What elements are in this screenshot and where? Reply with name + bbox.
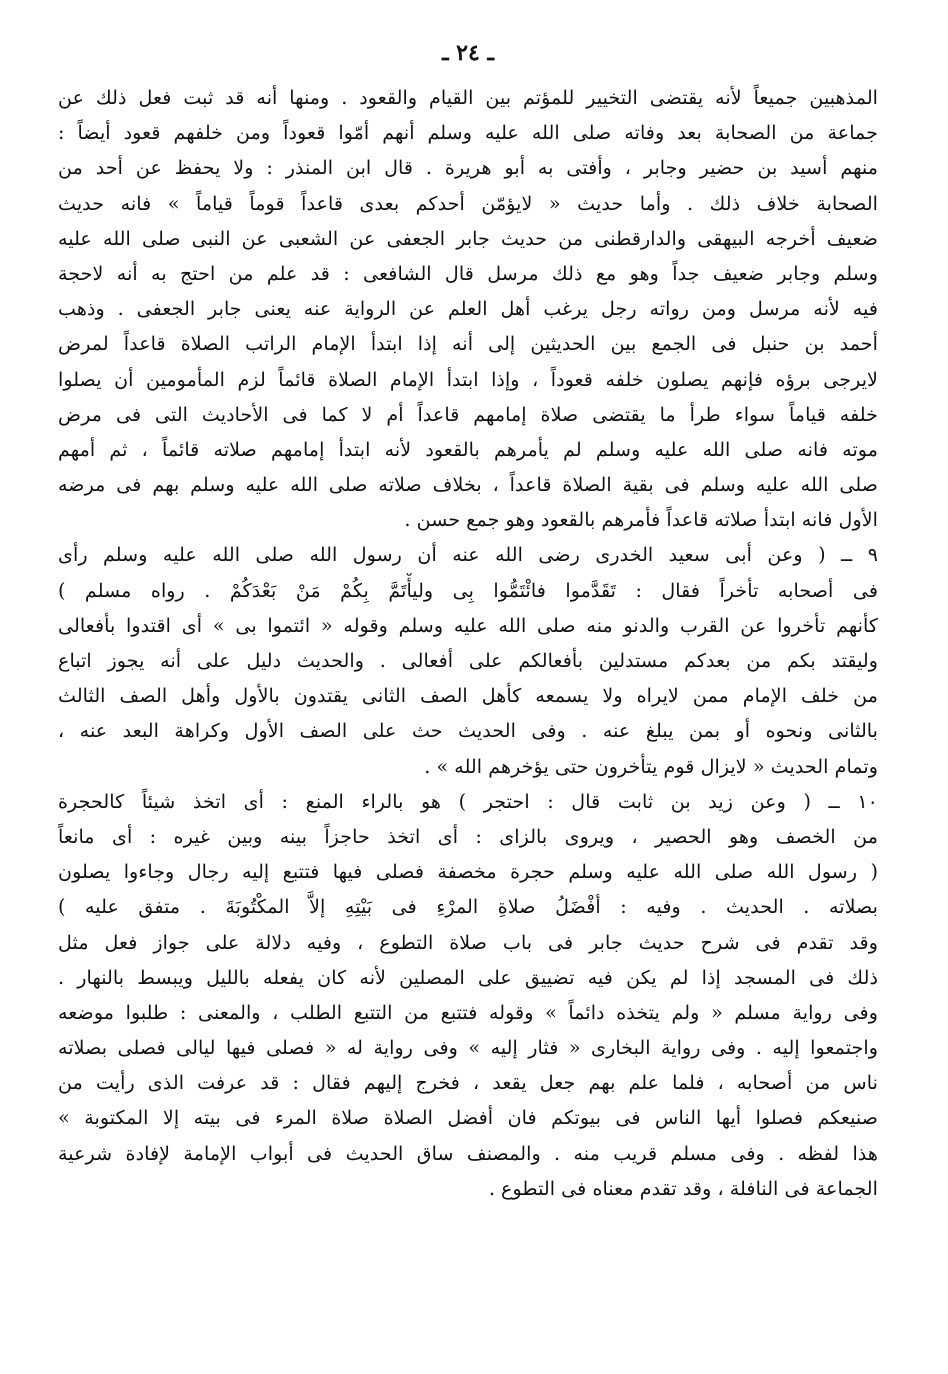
text-line: بالثانى ونحوه أو بمن يبلغ عنه . وفى الحديث حث على الصف الأول وكراهة البعد عنه ، <box>58 719 878 743</box>
text-body <box>58 80 878 1206</box>
text-line: من خلف الإمام ممن لايراه ولا يسمعه كأهل الصف الثانى يقتدون بالأول وأهل الصف الثالث <box>58 684 878 708</box>
text-line: وسلم وجابر ضعيف جداً وهو مع ذلك مرسل قال الشافعى : قد علم من احتج به أنه لاحجة <box>58 261 878 285</box>
text-line: ضعيف أخرجه البيهقى والدارقطنى من حديث جابر الجعفى عن الشعبى عن النبى صلى الله عليه <box>58 226 878 250</box>
text-line: ٩ ــ ( وعن أبى سعيد الخدرى رضى الله عنه أن رسول الله صلى الله عليه وسلم رأى <box>58 543 878 567</box>
text-line: ١٠ ــ ( وعن زيد بن ثابت قال : احتجر ) هو بالراء المنع : أى اتخذ شيئاً كالحجرة <box>58 789 878 813</box>
text-line: وتمام الحديث « لايزال قوم يتأخرون حتى يؤخرهم الله » . <box>424 754 878 778</box>
text-line: وقد تقدم فى شرح حديث جابر فى باب صلاة التطوع ، وفيه دلالة على جواز فعل مثل <box>58 930 878 954</box>
text-line: وفى رواية مسلم « ولم يتخذه دائماً » وقوله فتتبع من التتبع الطلب ، والمعنى : طلبوا موضعه <box>58 1000 878 1024</box>
text-line: الجماعة فى النافلة ، وقد تقدم معناه فى التطوع . <box>488 1176 878 1200</box>
text-line: ناس من أصحابه ، فلما علم بهم جعل يقعد ، فخرج إليهم فقال : قد عرفت الذى رأيت من <box>58 1071 878 1095</box>
text-line: خلفه قياماً سواء طرأ ما يقتضى صلاة إمامهم قاعداً أم لا كما فى الأحاديث التى فى مرض <box>58 402 878 426</box>
text-line: المذهبين جميعاً لأنه يقتضى التخيير للمؤتم بين القيام والقعود . ومنها أنه قد ثبت فعل ذلك عن <box>58 86 878 109</box>
text-line: ( رسول الله صلى الله عليه وسلم حجرة مخصفة فصلى فيها فتتبع إليه رجال وجاءوا يصلون <box>58 860 878 884</box>
text-line: فيه لأنه مرسل ومن رواته رجل يرغب أهل العلم عن الرواية عنه يعنى جابر الجعفى . وذهب <box>58 297 878 321</box>
text-line: وليقتد بكم من بعدكم مستدلين بأفعالكم على أفعالى . والحديث دليل على أنه يجوز اتباع <box>58 649 878 672</box>
text-line: من الخصف وهو الحصير ، ويروى بالزاى : أى اتخذ حاجزاً بينه وبين غيره : أى مانعاً <box>58 824 878 848</box>
document-page <box>58 38 878 1206</box>
text-line: جماعة من الصحابة بعد وفاته صلى الله عليه وسلم أنهم أمّوا قعوداً ومن خلفهم قعود أيضاً : <box>58 121 878 145</box>
text-line: فى أصحابه تأخراً فقال : تَقَدَّموا فائْتَمُّوا بِى وليأْتَمَّ بِكُمْ مَنْ بَعْدَكُمْ . رواه مسلم ) <box>58 578 878 602</box>
text-line: هذا لفظه . وفى مسلم قريب منه . والمصنف ساق الحديث فى أبواب الإمامة لإفادة شرعية <box>58 1141 878 1165</box>
text-line: صلى الله عليه وسلم فى بقية الصلاة قاعداً ، بخلاف صلاته صلى الله عليه وسلم بهم فى مرضه <box>58 473 878 497</box>
text-line: الأول فانه ابتدأ صلاته قاعداً فأمرهم بالقعود وهو جمع حسن . <box>404 508 878 532</box>
text-line: منهم أسيد بن حضير وجابر ، وأفتى به أبو هريرة . قال ابن المنذر : ولا يحفظ عن أحد من <box>58 156 878 180</box>
text-line: واجتمعوا إليه . وفى رواية البخارى « فثار إليه » وفى رواية له « فصلى فيها ليالى فصلى بصلاته <box>58 1036 878 1060</box>
text-line: موته فانه صلى الله عليه وسلم لم يأمرهم بالقعود لأنه ابتدأ إمامهم صلاته قائماً ، ثم أمهم <box>58 437 878 461</box>
text-line: أحمد بن حنبل فى الجمع بين الحديثين إلى أنه إذا ابتدأ الإمام الراتب الصلاة قاعداً لمرض <box>58 332 878 356</box>
text-line: صنيعكم فصلوا أيها الناس فى بيوتكم فان أفضل الصلاة صلاة المرء فى بيته إلا المكتوبة » <box>58 1106 878 1130</box>
text-line: ذلك فى المسجد إذا لم يكن فيه تضييق على المصلين لأنه كان يفعله بالليل ويبسط بالنهار . <box>58 965 878 989</box>
text-line: الصحابة خلاف ذلك . وأما حديث « لايؤمّن أحدكم بعدى قاعداً قوماً قياماً » فانه حديث <box>58 191 878 215</box>
page-number: ـ ٢٤ ـ <box>442 40 494 66</box>
text-line: كأنهم تأخروا عن القرب والدنو منه صلى الله عليه وسلم وقوله « ائتموا بى » أى اقتدوا بأفعالى <box>58 613 878 637</box>
text-line: لايرجى برؤه فإنهم يصلون خلفه قعوداً ، وإذا ابتدأ الإمام الصلاة قائماً لزم المأمومين أن يصلوا <box>58 367 878 391</box>
text-line: بصلاته . الحديث . وفيه : أفْضَلُ صلاةِ المرْءِ فى بَيْتِهِ إلاَّ المكْتُوبَةَ . متفق عليه ) <box>58 895 878 919</box>
